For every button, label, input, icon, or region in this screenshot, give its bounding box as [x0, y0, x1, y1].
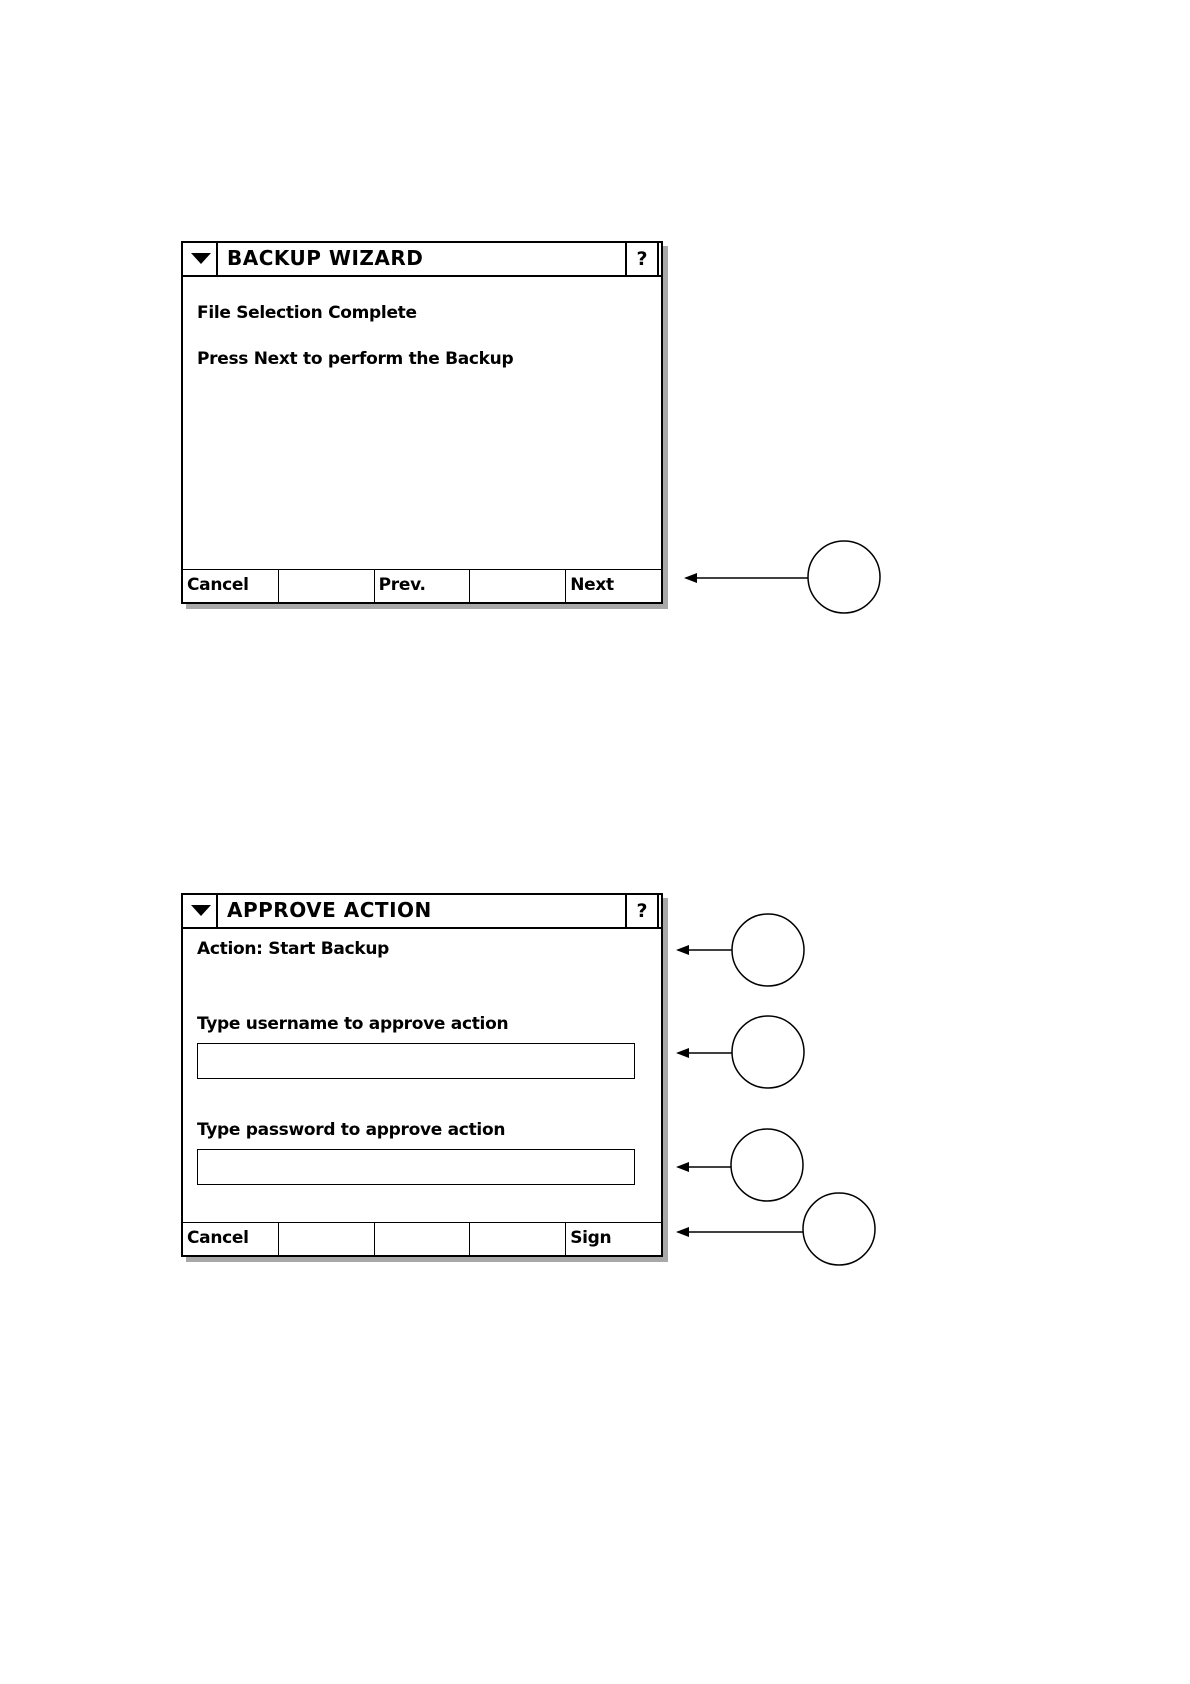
backup-next-button[interactable]: Next [570, 575, 614, 595]
callout-softkeys-backup [684, 541, 880, 613]
password-label: Type password to approve action [197, 1120, 506, 1140]
approve-cancel-button[interactable]: Cancel [183, 1223, 279, 1255]
action-description: Action: Start Backup [197, 939, 390, 959]
callout-softkeys-approve [676, 1193, 875, 1265]
approve-sign-button[interactable]: Sign [570, 1228, 612, 1248]
callout-password-field [676, 1129, 803, 1201]
username-label: Type username to approve action [197, 1014, 509, 1034]
backup-prev-button[interactable]: Prev. [375, 570, 471, 602]
backup-wizard-title: BACKUP WIZARD [227, 246, 424, 270]
callout-action-description [676, 914, 804, 986]
backup-instruction: Press Next to perform the Backup [197, 349, 514, 369]
backup-wizard-help-button[interactable]: ? [625, 243, 659, 275]
backup-cancel-button[interactable]: Cancel [183, 570, 279, 602]
callout-username-field [676, 1016, 804, 1088]
file-selection-status: File Selection Complete [197, 303, 417, 323]
approve-action-help-button[interactable]: ? [625, 895, 659, 927]
approve-action-title: APPROVE ACTION [227, 898, 432, 922]
